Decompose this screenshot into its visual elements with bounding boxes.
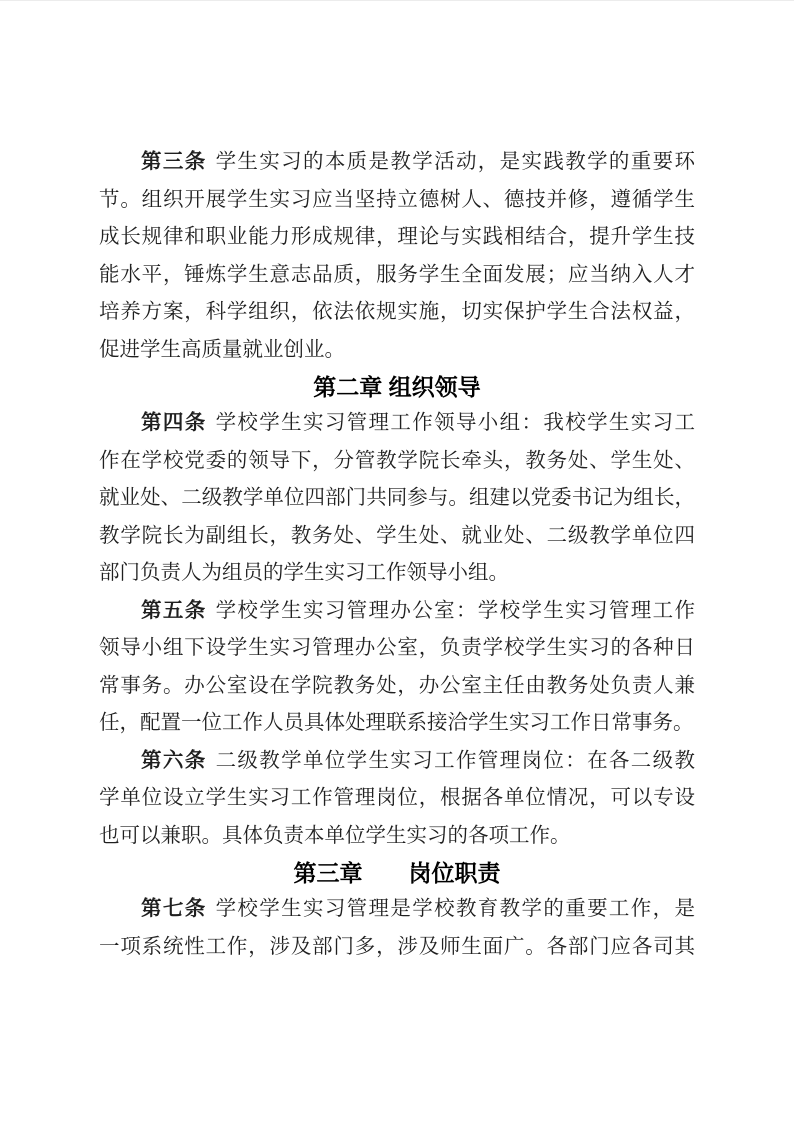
article-number: 第四条 (141, 412, 207, 434)
article-number: 第五条 (141, 599, 207, 622)
article-number: 第六条 (141, 749, 207, 772)
paragraph-article-3 (99, 144, 695, 369)
article-number: 第七条 (141, 898, 207, 920)
text-line: 教学院长为副组长，教务处、学生处、就业处、二级教学单位四 (99, 524, 695, 547)
article-text: 学生实习的本质是教学活动，是实践教学的重要环 (215, 151, 695, 173)
text-line: 学单位设立学生实习工作管理岗位，根据各单位情况，可以专设 (99, 787, 695, 809)
text-line (99, 593, 695, 631)
article-text: 学校学生实习管理工作领导小组：我校学生实习工 (215, 412, 695, 434)
chapter-3-heading: 第三章 岗位职责 (293, 860, 501, 886)
article-text: 学校学生实习管理办公室：学校学生实习管理工作 (215, 599, 695, 622)
text-line: 能水平，锤炼学生意志品质，服务学生全面发展；应当纳入人才 (99, 263, 695, 286)
text-line (99, 743, 695, 781)
text-line: 常事务。办公室设在学院教务处，办公室主任由教务处负责人兼 (99, 674, 695, 697)
text-line: 部门负责人为组员的学生实习工作领导小组。 (99, 562, 509, 584)
article-number: 第三条 (141, 151, 207, 173)
text-line (99, 405, 695, 443)
article-text: 学校学生实习管理是学校教育教学的重要工作，是 (215, 898, 695, 920)
text-line: 一项系统性工作，涉及部门多，涉及师生面广。各部门应各司其 (99, 935, 695, 958)
paragraph-article-6 (99, 743, 695, 856)
paragraph-article-4 (99, 405, 695, 593)
text-line: 作在学校党委的领导下，分管教学院长牵头，教务处、学生处、 (99, 449, 695, 472)
text-line: 成长规律和职业能力形成规律，理论与实践相结合，提升学生技 (99, 226, 695, 248)
document-content (99, 144, 695, 966)
text-line: 促进学生高质量就业创业。 (99, 338, 345, 361)
text-line: 培养方案，科学组织，依法依规实施，切实保护学生合法权益， (99, 301, 695, 323)
paragraph-article-5 (99, 593, 695, 743)
paragraph-article-7 (99, 891, 695, 966)
article-text: 二级教学单位学生实习工作管理岗位：在各二级教 (215, 749, 695, 772)
text-line: 任，配置一位工作人员具体处理联系接洽学生实习工作日常事务。 (99, 712, 694, 734)
text-line: 节。组织开展学生实习应当坚持立德树人、德技并修，遵循学生 (99, 188, 695, 211)
text-line: 领导小组下设学生实习管理办公室，负责学校学生实习的各种日 (99, 637, 695, 659)
text-line (99, 144, 695, 182)
text-line: 就业处、二级教学单位四部门共同参与。组建以党委书记为组长， (99, 487, 695, 509)
text-line: 也可以兼职。具体负责本单位学生实习的各项工作。 (99, 824, 571, 847)
text-line (99, 891, 695, 929)
chapter-2-heading: 第二章 组织领导 (313, 374, 481, 400)
